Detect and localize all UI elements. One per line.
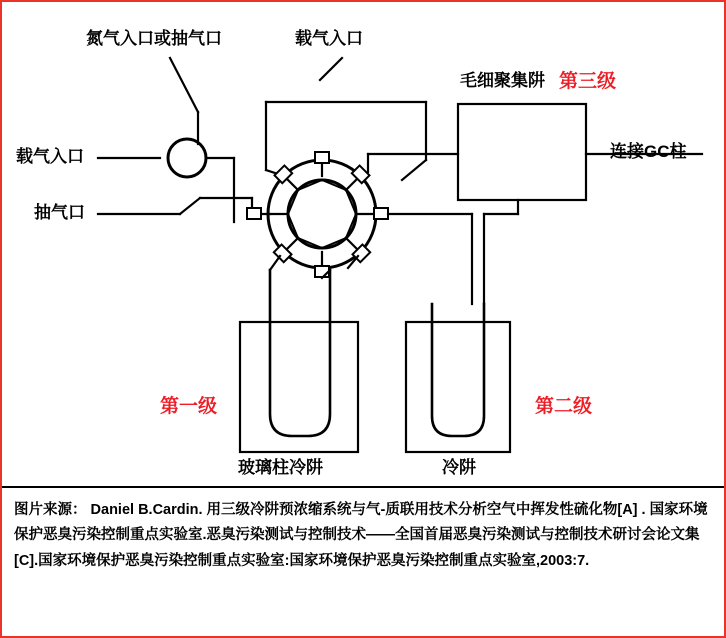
stage1-u-tube	[270, 270, 330, 436]
pipe-pump-diag	[180, 198, 200, 214]
label-glass-cold-trap: 玻璃柱冷阱	[238, 458, 323, 477]
stage2-dewar	[406, 322, 510, 452]
label-carrier-gas-inlet-left: 载气入口	[16, 147, 84, 166]
label-nitrogen-inlet: 氮气入口或抽气口	[86, 29, 222, 48]
valve-port-sw	[286, 238, 298, 250]
label-capillary-trap: 毛细聚集阱	[460, 71, 545, 90]
capillary-trap-box	[458, 104, 586, 200]
diagram-area	[2, 2, 724, 486]
port-block-n	[315, 152, 329, 163]
figure-source-caption: 图片来源： Daniel B.Cardin. 用三级冷阱预浓缩系统与气-质联用技术分析空气中挥发性硫化物[A] . 国家环境保护恶臭污染控制重点实验室.恶臭污染测试与控制技术——全国首届恶臭污染测试与控制技术研讨会论文集[C].国家环境保护恶臭污染控制重点实验室:国家环境保护恶臭污染控制重点实验室,2003:7.	[14, 502, 708, 569]
pipe-sw-to-stage1	[270, 256, 280, 270]
leader-carrier-gas-top	[320, 58, 342, 80]
rotary-valve-body	[168, 139, 206, 177]
port-block-w	[247, 208, 261, 219]
port-block-s	[315, 266, 329, 277]
leader-nitrogen-inlet	[170, 58, 198, 112]
label-cold-trap: 冷阱	[442, 458, 476, 477]
label-stage-three: 第三级	[559, 71, 617, 92]
label-stage-one: 第一级	[160, 396, 218, 417]
valve-port-se	[346, 238, 358, 250]
port-block-e	[374, 208, 388, 219]
label-pump-outlet: 抽气口	[34, 203, 85, 222]
label-stage-two: 第二级	[535, 396, 593, 417]
valve-port-nw	[286, 178, 298, 190]
stage2-u-tube	[432, 304, 484, 436]
label-gc-column: 连接GC柱	[610, 142, 687, 161]
stage1-dewar	[240, 322, 358, 452]
valve-port-ne	[346, 178, 358, 190]
pipe-top-right-join	[402, 160, 426, 180]
label-carrier-gas-inlet-top: 载气入口	[295, 29, 363, 48]
